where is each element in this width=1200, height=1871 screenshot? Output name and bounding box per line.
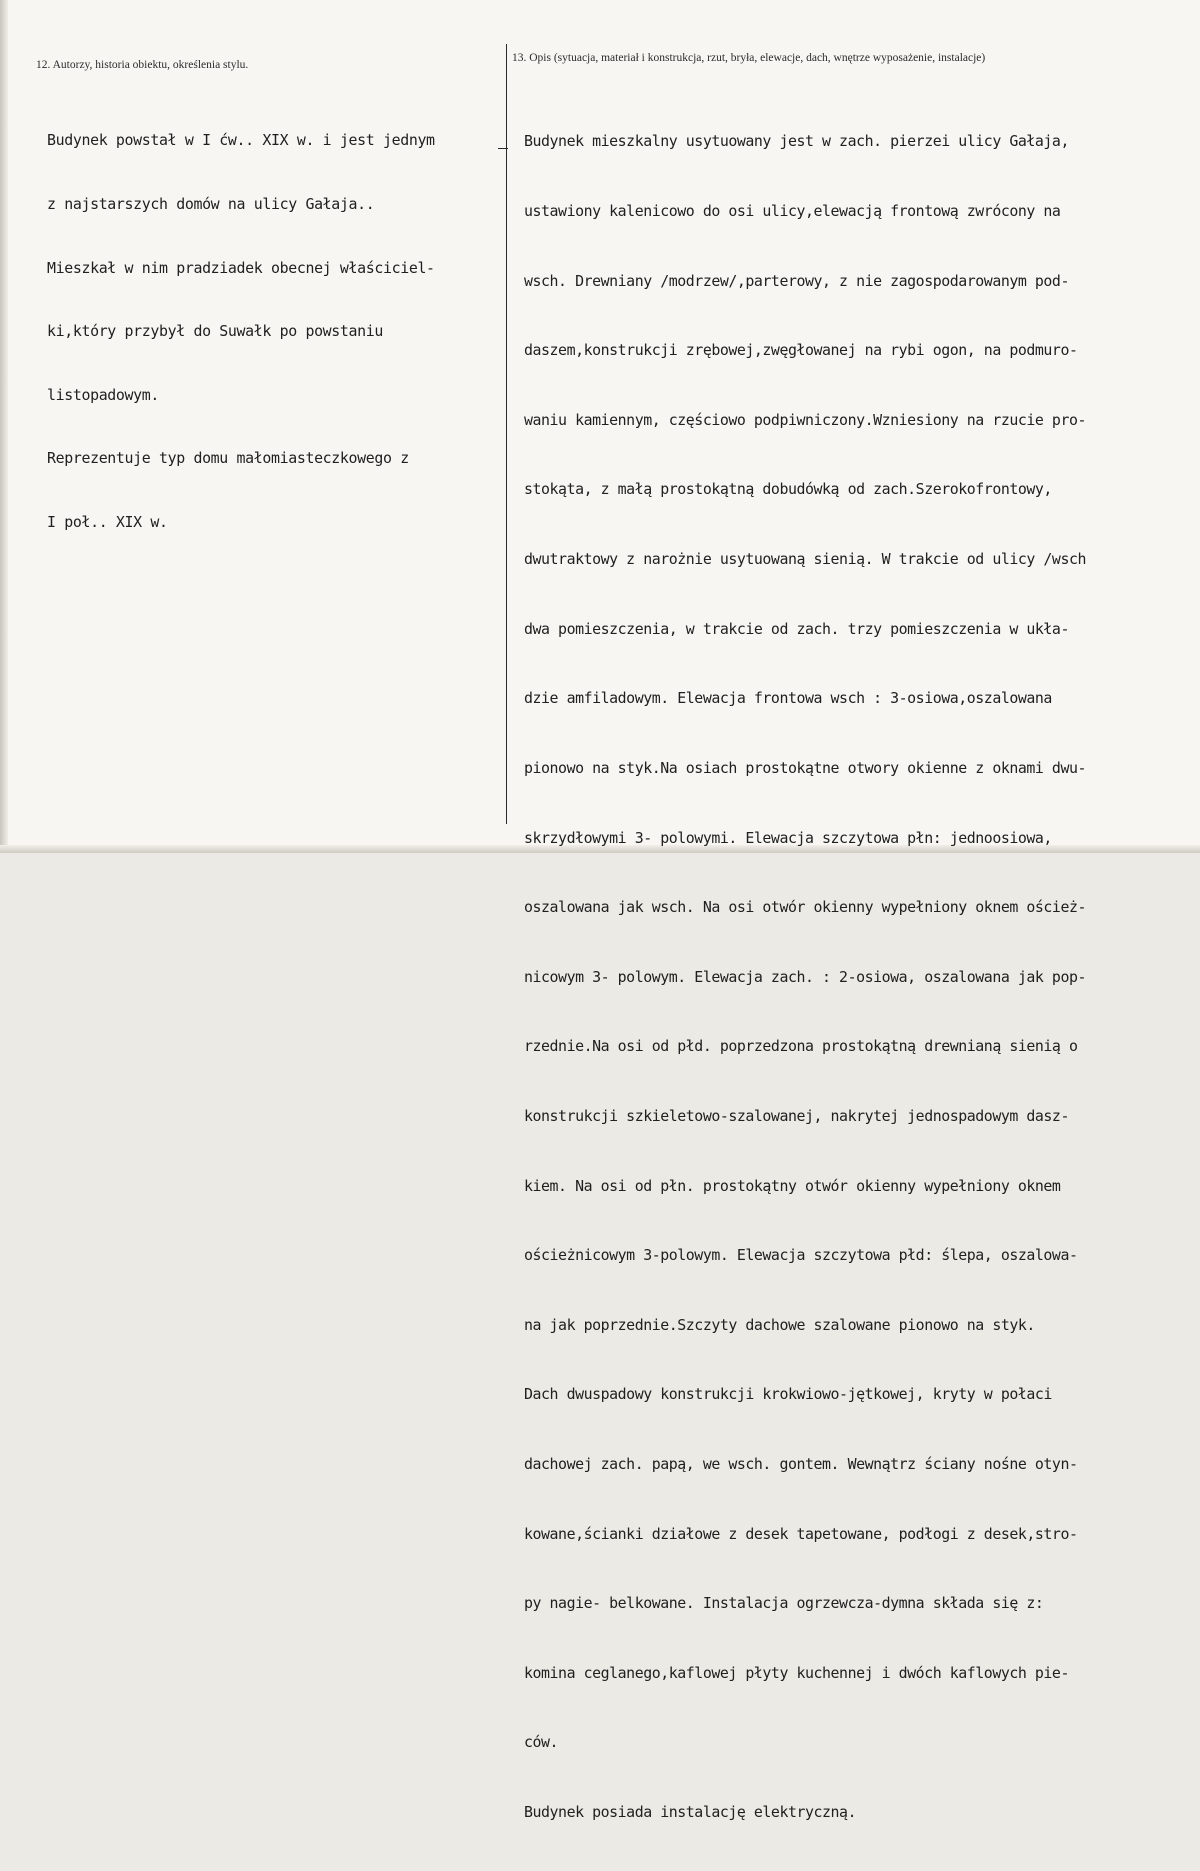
section-12-typed-text xyxy=(47,88,435,576)
typed-line: skrzydłowymi 3- polowymi. Elewacja szczytowa płn: jednoosiowa, xyxy=(524,828,1052,847)
typed-line: kowane,ścianki działowe z desek tapetowane, podłogi z desek,stro- xyxy=(524,1524,1078,1543)
section-12-header: 12. Autorzy, historia obiektu, określenia stylu. xyxy=(36,59,249,71)
typed-line: dachowej zach. papą, we wsch. gontem. Wewnątrz ściany nośne otyn- xyxy=(524,1454,1078,1473)
typed-line: stokąta, z małą prostokątną dobudówką od zach.Szerokofrontowy, xyxy=(524,480,1052,499)
typed-line: nicowym 3- polowym. Elewacja zach. : 2-osiowa, oszalowana jak pop- xyxy=(524,967,1086,986)
typed-line: dwa pomieszczenia, w trakcie od zach. trzy pomieszczenia w ukła- xyxy=(524,619,1069,638)
typed-line: dzie amfiladowym. Elewacja frontowa wsch : 3-osiowa,oszalowana xyxy=(524,689,1052,708)
section-13-header: 13. Opis (sytuacja, materiał i konstrukcja, rzut, bryła, elewacje, dach, wnętrze wyposażenie, instalacje) xyxy=(512,52,986,64)
typed-line: na jak poprzednie.Szczyty dachowe szalowane pionowo na styk. xyxy=(524,1315,1035,1334)
typed-line: waniu kamiennym, częściowo podpiwniczony.Wzniesiony na rzucie pro- xyxy=(524,410,1086,429)
typed-line: dwutraktowy z narożnie usytuowaną sienią. W trakcie od ulicy /wsch xyxy=(524,550,1086,569)
typed-line: daszem,konstrukcji zrębowej,zwęgłowanej na rybi ogon, na podmuro- xyxy=(524,341,1078,360)
sheet-left-edge xyxy=(0,0,8,853)
column-divider xyxy=(506,44,507,824)
typed-line: ki,który przybył do Suwałk po powstaniu xyxy=(47,322,383,341)
typed-line: rzednie.Na osi od płd. poprzedzona prostokątną drewnianą sienią o xyxy=(524,1037,1078,1056)
typed-line: pionowo na styk.Na osiach prostokątne otwory okienne z oknami dwu- xyxy=(524,758,1086,777)
typed-line: ustawiony kalenicowo do osi ulicy,elewacją frontową zwrócony na xyxy=(524,202,1061,221)
typed-line: z najstarszych domów na ulicy Gałaja.. xyxy=(47,195,375,214)
typed-line: py nagie- belkowane. Instalacja ogrzewcza-dymna składa się z: xyxy=(524,1594,1044,1613)
typed-line: Budynek powstał w I ćw.. XIX w. i jest jednym xyxy=(47,131,435,150)
typed-line: Dach dwuspadowy konstrukcji krokwiowo-jętkowej, kryty w połaci xyxy=(524,1385,1052,1404)
divider-mark xyxy=(498,148,508,149)
typed-line: kiem. Na osi od płn. prostokątny otwór okienny wypełniony oknem xyxy=(524,1176,1061,1195)
typed-line: Budynek mieszkalny usytuowany jest w zach. pierzei ulicy Gałaja, xyxy=(524,132,1069,151)
typed-line: wsch. Drewniany /modrzew/,parterowy, z nie zagospodarowanym pod- xyxy=(524,271,1069,290)
typed-line: I poł.. XIX w. xyxy=(47,513,168,532)
section-13-typed-text xyxy=(524,84,1086,1871)
typed-line: konstrukcji szkieletowo-szalowanej, nakrytej jednospadowym dasz- xyxy=(524,1106,1069,1125)
typed-line: Budynek posiada instalację elektryczną. xyxy=(524,1803,857,1822)
typed-line: oszalowana jak wsch. Na osi otwór okienny wypełniony oknem oścież- xyxy=(524,898,1086,917)
typed-line: ościeżnicowym 3-polowym. Elewacja szczytowa płd: ślepa, oszalowa- xyxy=(524,1246,1078,1265)
typed-line: listopadowym. xyxy=(47,385,159,404)
typed-line: komina ceglanego,kaflowej płyty kuchennej i dwóch kaflowych pie- xyxy=(524,1663,1069,1682)
typed-line: Mieszkał w nim pradziadek obecnej właściciel- xyxy=(47,258,435,277)
typed-line: Reprezentuje typ domu małomiasteczkowego z xyxy=(47,449,409,468)
typed-line: ców. xyxy=(524,1733,559,1752)
